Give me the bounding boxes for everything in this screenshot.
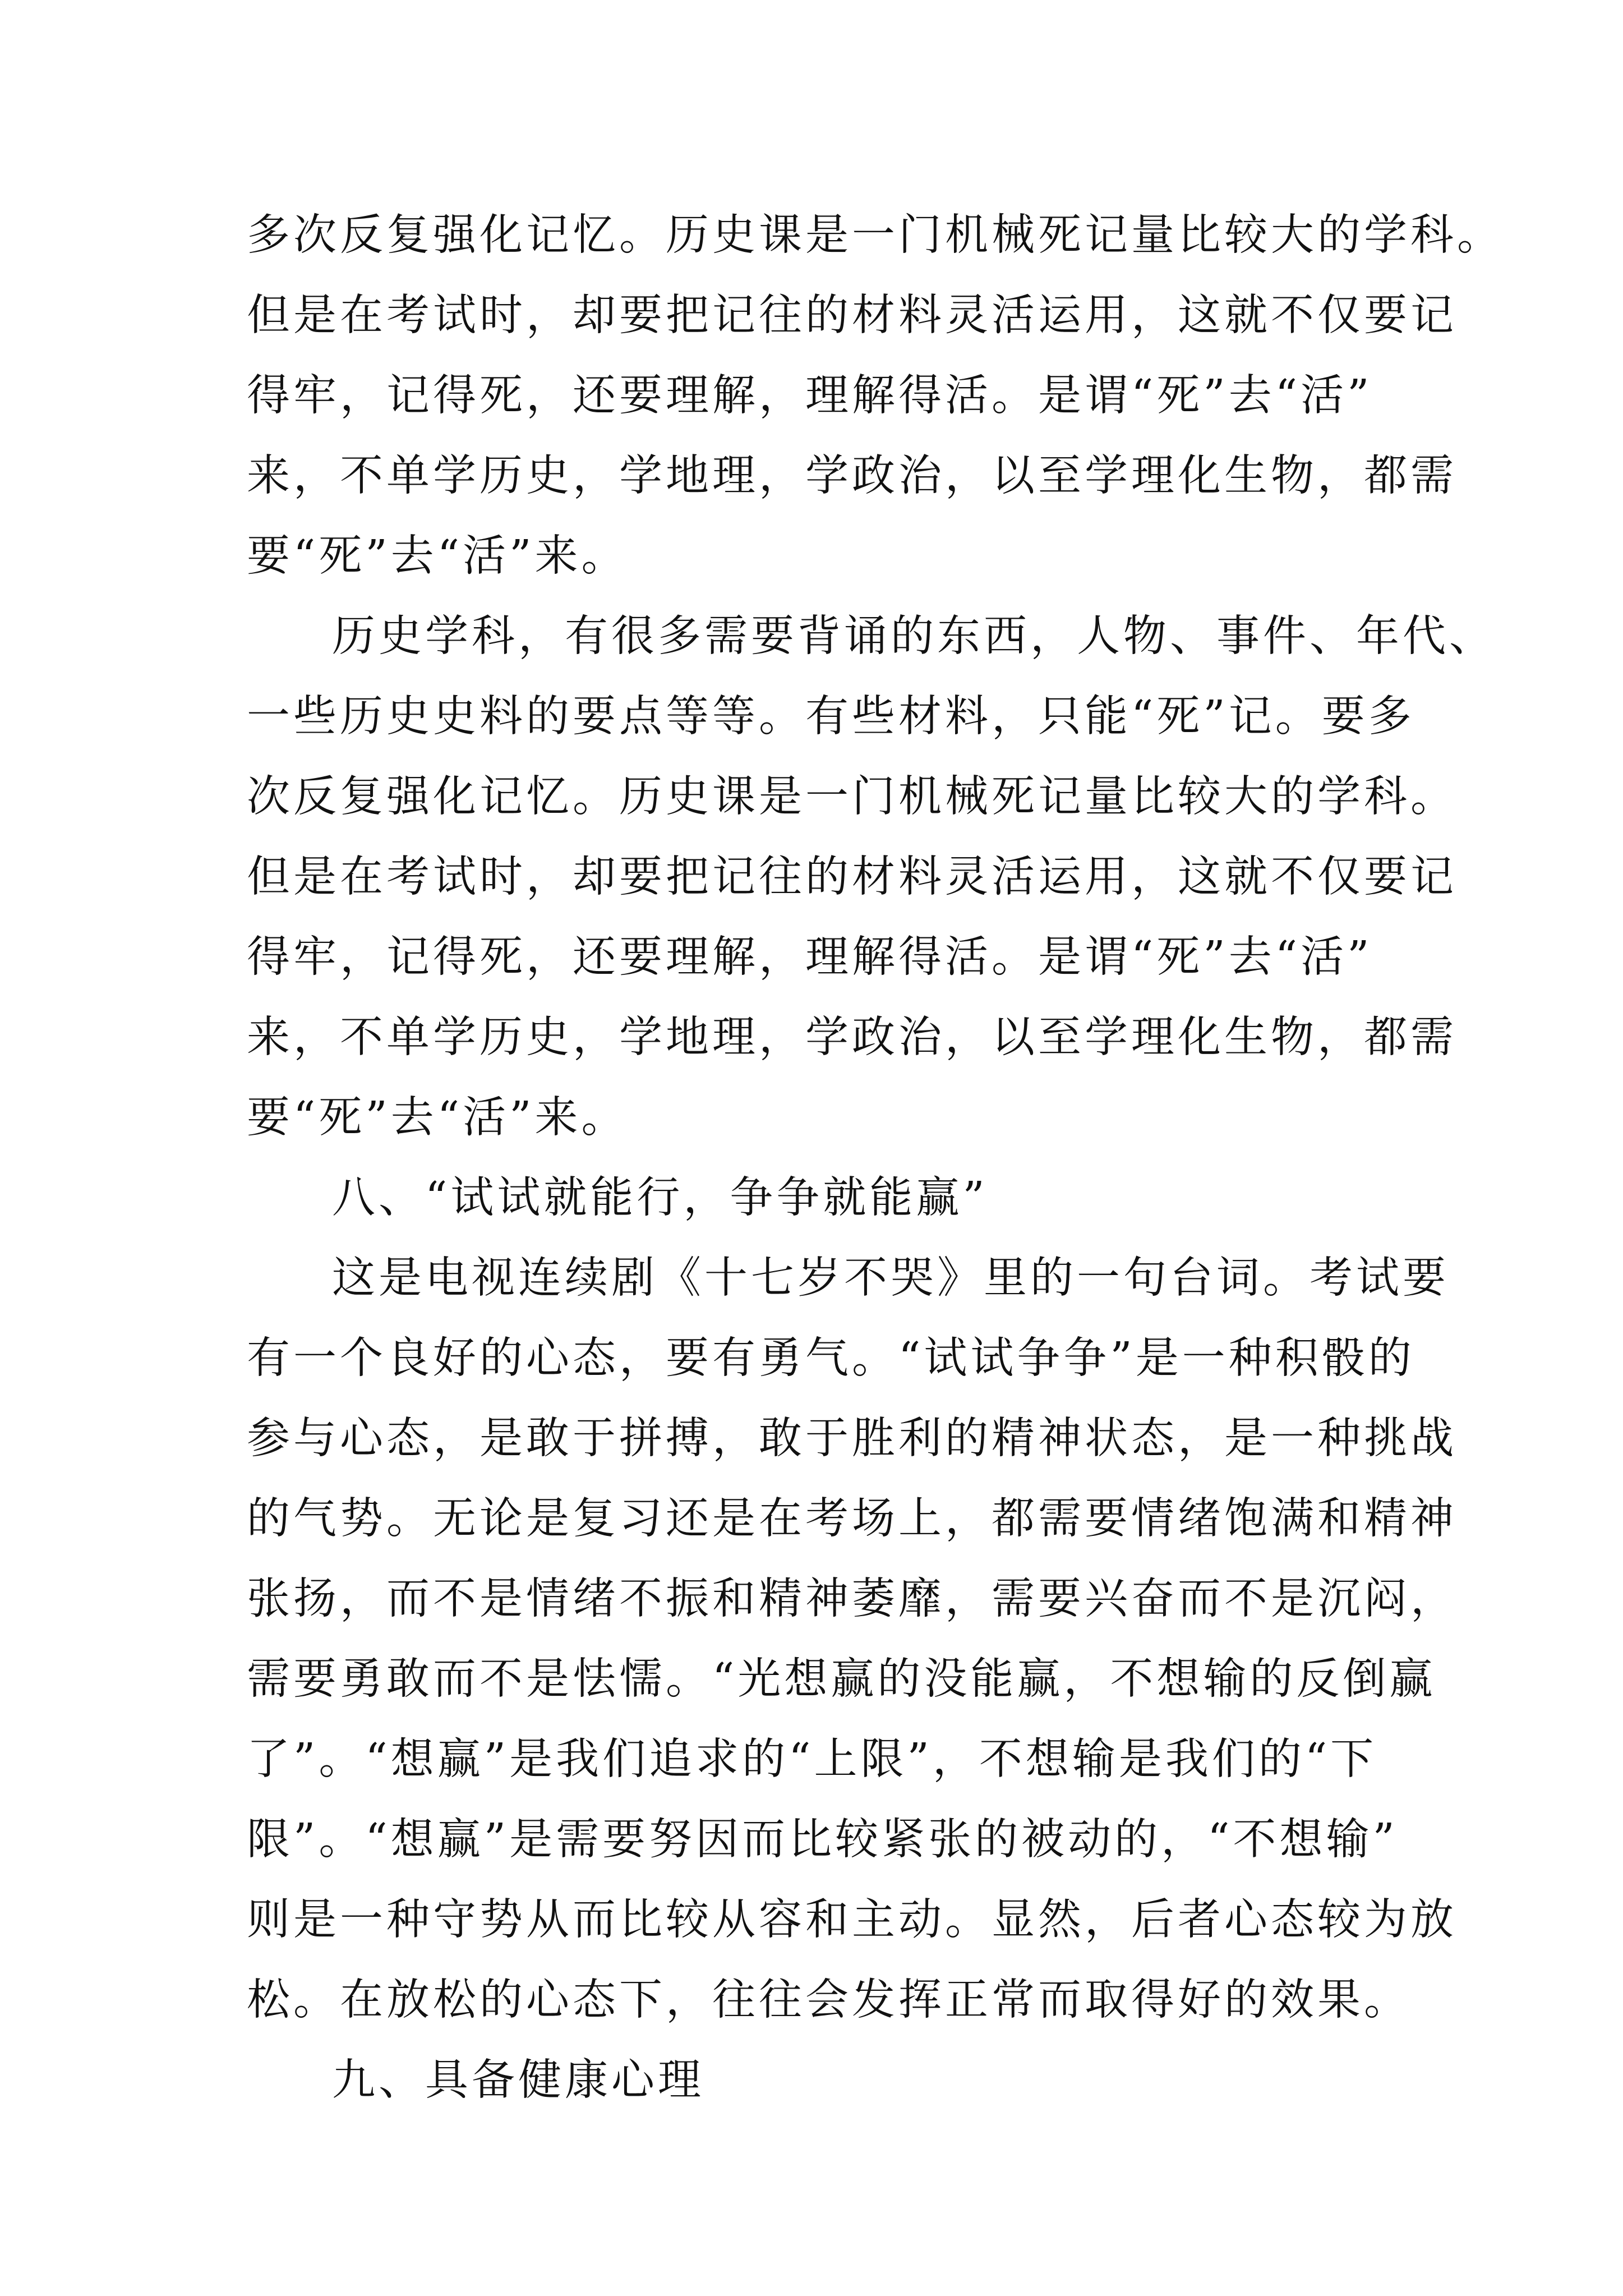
- text-line: 次反复强化记忆。历史课是一门机械死记量比较大的学科。: [247, 772, 1457, 822]
- text-line: 要“死”去“活”来。: [247, 531, 628, 581]
- text-line: 历史学科，有很多需要背诵的东西，人物、事件、年代、: [332, 611, 1496, 661]
- text-line: 限”。“想赢”是需要努因而比较紧张的被动的，“不想输”: [247, 1815, 1398, 1865]
- text-line: 参与心态，是敢于拼搏，敢于胜利的精神状态，是一种挑战: [247, 1414, 1457, 1464]
- text-line: 但是在考试时，却要把记往的材料灵活运用，这就不仅要记: [247, 852, 1457, 902]
- text-line: 得牢，记得死，还要理解，理解得活。是谓“死”去“活”: [247, 371, 1373, 421]
- text-line: 来，不单学历史，学地理，学政治，以至学理化生物，都需: [247, 1013, 1457, 1062]
- text-line: 多次反复强化记忆。历史课是一门机械死记量比较大的学科。: [247, 210, 1504, 260]
- text-line: 但是在考试时，却要把记往的材料灵活运用，这就不仅要记: [247, 291, 1457, 341]
- text-line: 九、具备健康心理: [332, 2055, 704, 2105]
- text-line: 得牢，记得死，还要理解，理解得活。是谓“死”去“活”: [247, 932, 1373, 982]
- document-body: [247, 195, 1504, 2120]
- text-line: 这是电视连续剧《十七岁不哭》里的一句台词。考试要: [332, 1253, 1449, 1303]
- text-line: 需要勇敢而不是怯懦。“光想赢的没能赢，不想输的反倒赢: [247, 1654, 1436, 1704]
- text-line: 要“死”去“活”来。: [247, 1093, 628, 1143]
- text-line: 则是一种守势从而比较从容和主动。显然，后者心态较为放: [247, 1895, 1457, 1945]
- text-line: 张扬，而不是情绪不振和精神萎靡，需要兴奋而不是沉闷，: [247, 1574, 1457, 1624]
- text-line: 的气势。无论是复习还是在考场上，都需要情绪饱满和精神: [247, 1494, 1457, 1544]
- text-line: 了”。“想赢”是我们追求的“上限”，不想输是我们的“下: [247, 1734, 1377, 1784]
- text-line: 有一个良好的心态，要有勇气。“试试争争”是一种积骰的: [247, 1333, 1415, 1383]
- text-line: 八、“试试就能行，争争就能赢”: [332, 1173, 988, 1223]
- text-line: 来，不单学历史，学地理，学政治，以至学理化生物，都需: [247, 451, 1457, 501]
- text-line: 松。在放松的心态下，往往会发挥正常而取得好的效果。: [247, 1975, 1410, 2025]
- text-line: 一些历史史料的要点等等。有些材料，只能“死”记。要多: [247, 692, 1415, 742]
